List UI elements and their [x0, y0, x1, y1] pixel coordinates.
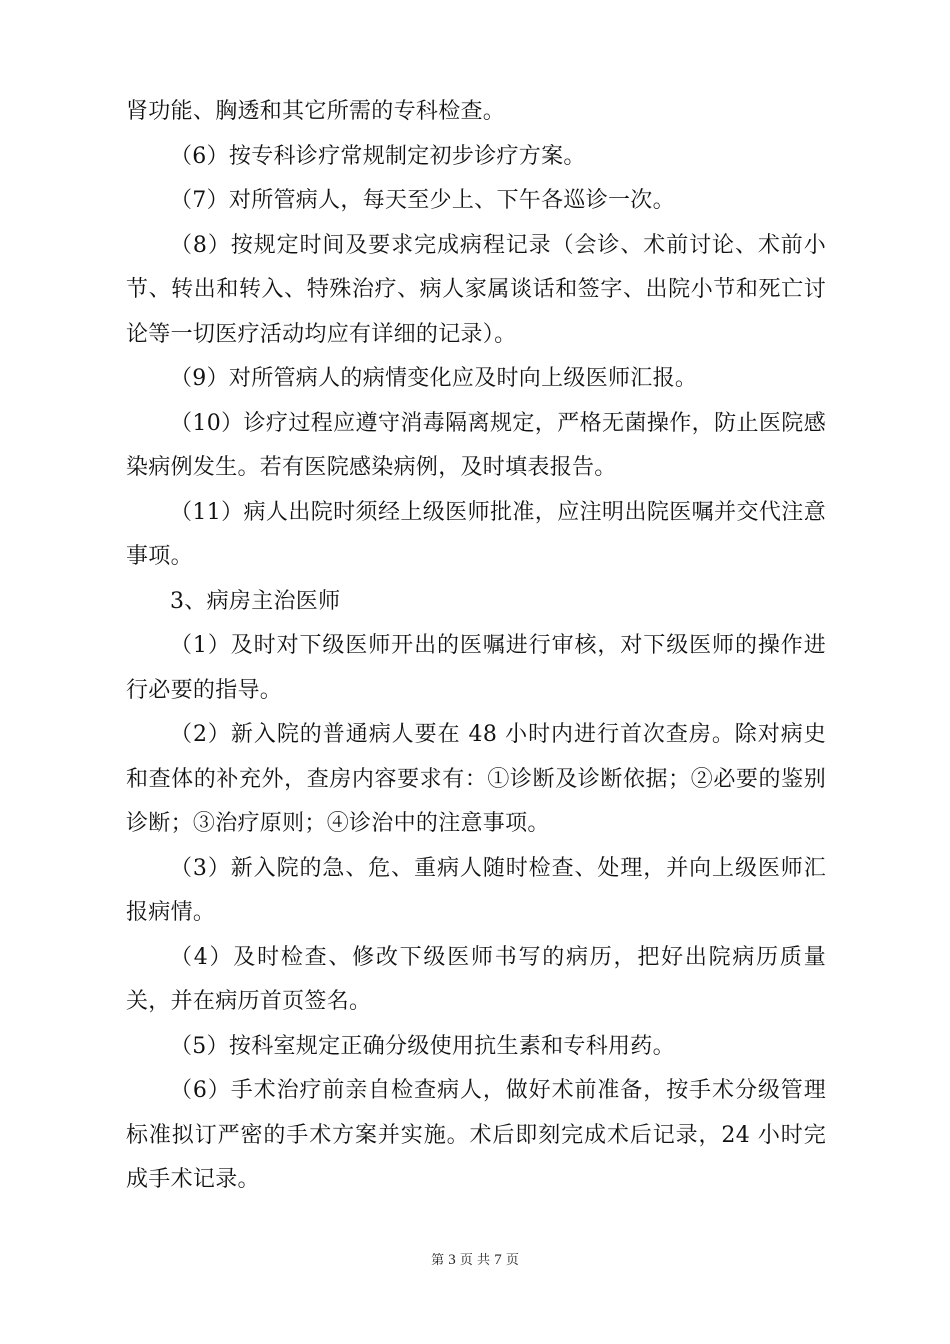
paragraph: （3）新入院的急、危、重病人随时检查、处理，并向上级医师汇报病情。	[126, 855, 826, 925]
document-body	[126, 90, 826, 1203]
paragraph: （6）手术治疗前亲自检查病人，做好术前准备，按手术分级管理标准拟订严密的手术方案并实施。术后即刻完成术后记录，24 小时完成手术记录。	[126, 1078, 826, 1192]
paragraph: 肾功能、胸透和其它所需的专科检查。	[126, 99, 506, 124]
total-pages-number: 7	[494, 1252, 502, 1268]
paragraph: （2）新入院的普通病人要在 48 小时内进行首次查房。除对病史和查体的补充外，查房内容要求有：①诊断及诊断依据；②必要的鉴别诊断；③治疗原则；④诊治中的注意事项。	[126, 722, 826, 836]
paragraph: （9）对所管病人的病情变化应及时向上级医师汇报。	[170, 366, 698, 391]
paragraph: （11）病人出院时须经上级医师批准，应注明出院医嘱并交代注意事项。	[126, 499, 826, 569]
footer-suffix: 页	[505, 1253, 519, 1268]
page-footer	[0, 1251, 950, 1270]
paragraph: （10）诊疗过程应遵守消毒隔离规定，严格无菌操作，防止医院感染病例发生。若有医院感染病例，及时填表报告。	[126, 410, 826, 480]
paragraph: （1）及时对下级医师开出的医嘱进行审核，对下级医师的操作进行必要的指导。	[126, 633, 826, 703]
paragraph: （6）按专科诊疗常规制定初步诊疗方案。	[170, 143, 586, 169]
paragraph: （4）及时检查、修改下级医师书写的病历，把好出院病历质量关，并在病历首页签名。	[126, 944, 826, 1014]
current-page-number: 3	[448, 1252, 456, 1268]
footer-prefix: 第	[431, 1253, 445, 1268]
paragraph: （8）按规定时间及要求完成病程记录（会诊、术前讨论、术前小节、转出和转入、特殊治疗、病人家属谈话和签字、出院小节和死亡讨论等一切医疗活动均应有详细的记录）。	[126, 232, 826, 347]
footer-middle: 页 共	[459, 1253, 491, 1268]
paragraph: （7）对所管病人，每天至少上、下午各巡诊一次。	[170, 188, 675, 213]
paragraph: （5）按科室规定正确分级使用抗生素和专科用药。	[170, 1033, 675, 1059]
section-heading: 3、病房主治医师	[170, 588, 341, 614]
